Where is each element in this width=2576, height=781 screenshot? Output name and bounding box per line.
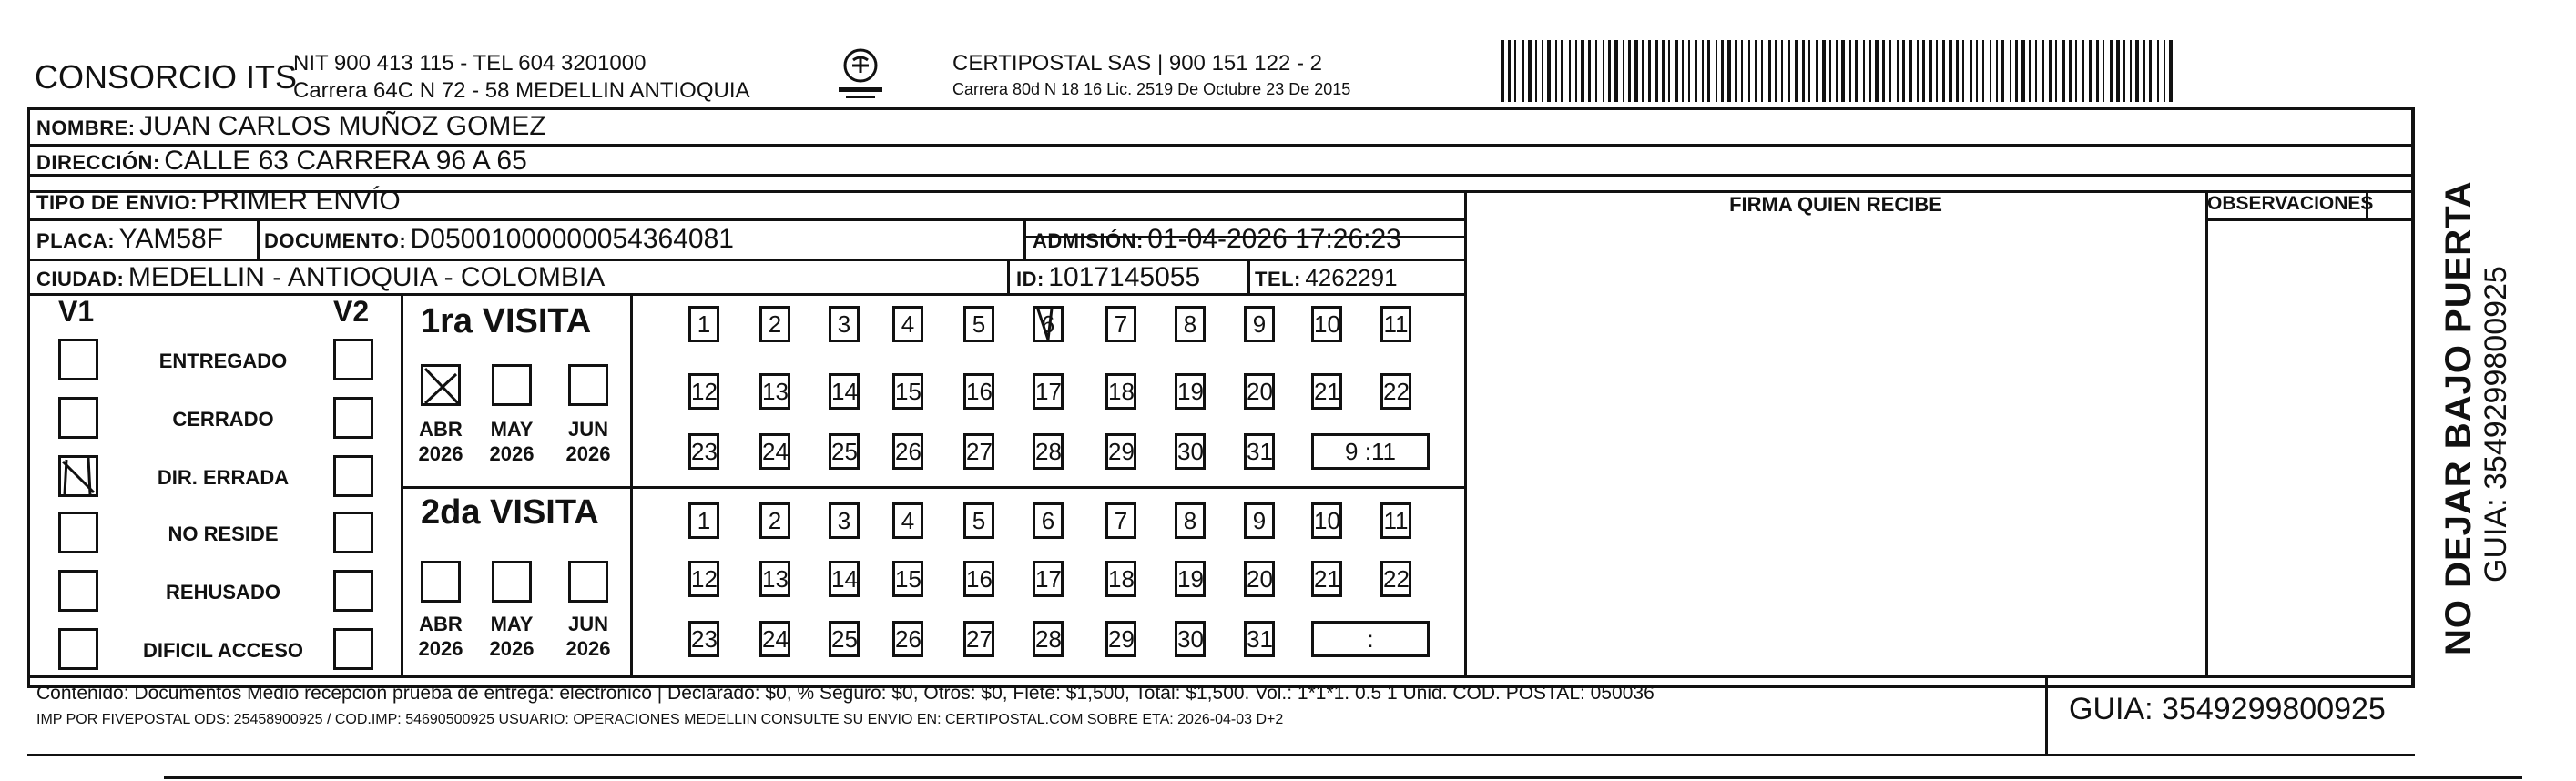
barcode-bar xyxy=(2021,40,2025,102)
barcode-bar xyxy=(1768,40,1771,102)
barcode-bar xyxy=(1741,40,1743,102)
day-box-22[interactable]: 22 xyxy=(1380,561,1411,597)
day-box-30[interactable]: 30 xyxy=(1175,433,1206,470)
day-box-16[interactable]: 16 xyxy=(963,373,994,410)
day-box-11[interactable]: 11 xyxy=(1380,502,1411,539)
company-address: Carrera 64C N 72 - 58 MEDELLIN ANTIOQUIA xyxy=(293,78,750,103)
tipo-row xyxy=(36,186,401,217)
barcode-bar xyxy=(1614,40,1618,102)
month-label: ABR xyxy=(419,613,463,635)
v2-label: V2 xyxy=(333,295,370,328)
admision-row xyxy=(1033,224,1401,255)
visit-time-box[interactable]: 9 :11 xyxy=(1311,433,1430,470)
barcode-bar xyxy=(1761,40,1763,102)
day-box-5[interactable]: 5 xyxy=(963,502,994,539)
year-label: 2026 xyxy=(489,442,535,465)
day-box-24[interactable]: 24 xyxy=(759,621,790,657)
barcode-bar xyxy=(1982,40,1984,102)
barcode-bar xyxy=(1575,40,1577,102)
barcode-bar xyxy=(1889,40,1891,102)
barcode-bar xyxy=(1522,40,1524,102)
day-box-25[interactable]: 25 xyxy=(829,433,860,470)
v1-checkbox[interactable] xyxy=(58,512,98,553)
day-box-17[interactable]: 17 xyxy=(1033,373,1064,410)
barcode-bar xyxy=(2062,40,2065,102)
barcode-bar xyxy=(1990,40,1991,102)
barcode-bar xyxy=(2130,40,2132,102)
day-box-21[interactable]: 21 xyxy=(1311,373,1342,410)
ciudad-label: CIUDAD: xyxy=(36,268,125,290)
barcode-bar xyxy=(1581,40,1584,102)
nombre-value: JUAN CARLOS MUÑOZ GOMEZ xyxy=(139,111,546,141)
barcode-bar xyxy=(1608,40,1611,102)
barcode-bar xyxy=(1716,40,1717,102)
second-visit-title: 2da VISITA xyxy=(421,493,599,532)
barcode-bar xyxy=(2143,40,2145,102)
day-box-1[interactable]: 1 xyxy=(688,502,719,539)
month-label: JUN xyxy=(567,418,608,441)
day-box-23[interactable]: 23 xyxy=(688,433,719,470)
month-year-label xyxy=(484,612,539,661)
barcode-bar xyxy=(2149,40,2152,102)
day-box-7[interactable]: 7 xyxy=(1105,502,1136,539)
barcode-bar xyxy=(1547,40,1551,102)
barcode-bar xyxy=(1662,40,1665,102)
year-label: 2026 xyxy=(418,442,463,465)
documento-row xyxy=(264,224,734,255)
day-box-16[interactable]: 16 xyxy=(963,561,994,597)
day-box-13[interactable]: 13 xyxy=(759,561,790,597)
barcode-bar xyxy=(1595,40,1597,102)
barcode-bar xyxy=(1849,40,1851,102)
tipo-value: PRIMER ENVÍO xyxy=(201,186,401,216)
day-box-29[interactable]: 29 xyxy=(1105,621,1136,657)
no-dejar-text: NO DEJAR BAJO PUERTA xyxy=(2439,180,2479,655)
status-label: ENTREGADO xyxy=(158,350,288,372)
barcode-bar xyxy=(1795,40,1798,102)
day-box-9[interactable]: 9 xyxy=(1244,502,1275,539)
v2-checkbox[interactable] xyxy=(333,570,373,612)
placa-row xyxy=(36,224,223,255)
company-name: CONSORCIO ITS xyxy=(35,58,298,96)
barcode-bar xyxy=(1822,40,1826,102)
barcode-bar xyxy=(1508,40,1511,102)
barcode-bar xyxy=(1956,40,1959,102)
visit-time-box[interactable]: : xyxy=(1311,621,1430,657)
barcode-bar xyxy=(2055,40,2057,102)
v1-checkbox[interactable] xyxy=(58,339,98,380)
barcode-bar xyxy=(1909,40,1912,102)
day-box-23[interactable]: 23 xyxy=(688,621,719,657)
barcode-bar xyxy=(1588,40,1591,102)
imp-text: IMP POR FIVEPOSTAL ODS: 25458900925 / COD.IMP: 54690500925 USUARIO: OPERACIONES MEDELLIN CONSULTE SU ENVIO EN: CERTIPOSTAL.COM SOBRE ETA: 2026-04-03 D+2 xyxy=(36,712,1284,727)
placa-value: YAM58F xyxy=(118,224,224,254)
company-nit: NIT 900 413 115 - TEL 604 3201000 xyxy=(293,51,647,76)
courier-license: Carrera 80d N 18 16 Lic. 2519 De Octubre 23 De 2015 xyxy=(952,80,1351,98)
month-label: JUN xyxy=(567,613,608,635)
day-box-14[interactable]: 14 xyxy=(829,561,860,597)
barcode-bar xyxy=(1841,40,1845,102)
barcode-bar xyxy=(1863,40,1865,102)
first-visit-title: 1ra VISITA xyxy=(421,302,592,340)
day-box-26[interactable]: 26 xyxy=(892,621,923,657)
v1-checkbox[interactable] xyxy=(58,628,98,670)
courier-name: CERTIPOSTAL SAS | 900 151 122 - 2 xyxy=(952,51,1322,76)
day-box-7[interactable]: 7 xyxy=(1105,306,1136,342)
admision-value: 01-04-2026 17:26:23 xyxy=(1147,224,1401,254)
barcode-bar xyxy=(1528,40,1532,102)
month-label: ABR xyxy=(419,418,463,441)
status-label: REHUSADO xyxy=(166,581,280,604)
id-row xyxy=(1016,262,1200,293)
barcode-bar xyxy=(1695,40,1697,102)
day-box-29[interactable]: 29 xyxy=(1105,433,1136,470)
placa-label: PLACA: xyxy=(36,229,116,252)
month-label: MAY xyxy=(490,613,534,635)
month-year-label xyxy=(561,612,616,661)
barcode-bar xyxy=(1902,40,1905,102)
tel-value: 4262291 xyxy=(1305,264,1398,291)
barcode-bar xyxy=(2015,40,2018,102)
day-box-18[interactable]: 18 xyxy=(1105,373,1136,410)
year-label: 2026 xyxy=(418,637,463,660)
day-box-10[interactable]: 10 xyxy=(1311,306,1342,342)
barcode-bar xyxy=(1781,40,1783,102)
month-year-label xyxy=(484,417,539,466)
month-checkbox-abr[interactable] xyxy=(421,561,461,603)
barcode-bar xyxy=(1836,40,1838,102)
direccion-value: CALLE 63 CARRERA 96 A 65 xyxy=(164,146,527,176)
barcode-bar xyxy=(1603,40,1604,102)
barcode-bar xyxy=(1688,40,1690,102)
ciudad-value: MEDELLIN - ANTIOQUIA - COLOMBIA xyxy=(127,262,606,292)
barcode-bar xyxy=(1628,40,1631,102)
barcode-bar xyxy=(2069,40,2072,102)
barcode-bar xyxy=(1727,40,1731,102)
month-checkbox-may[interactable] xyxy=(492,561,532,603)
year-label: 2026 xyxy=(489,637,535,660)
v1-checkbox[interactable] xyxy=(58,570,98,612)
v1-checkbox[interactable] xyxy=(58,455,98,497)
day-box-12[interactable]: 12 xyxy=(688,373,719,410)
year-label: 2026 xyxy=(565,637,611,660)
day-box-15[interactable]: 15 xyxy=(892,373,923,410)
v1-checkbox[interactable] xyxy=(58,397,98,439)
status-label: CERRADO xyxy=(172,408,274,431)
admision-label: ADMISIÓN: xyxy=(1033,229,1144,252)
barcode-bar xyxy=(1922,40,1925,102)
barcode-bar xyxy=(2164,40,2165,102)
day-box-31[interactable]: 31 xyxy=(1244,621,1275,657)
id-value: 1017145055 xyxy=(1048,262,1201,292)
barcode-bar xyxy=(2135,40,2139,102)
barcode-bar xyxy=(1555,40,1557,102)
day-box-6[interactable]: 6 xyxy=(1033,306,1064,342)
day-box-20[interactable]: 20 xyxy=(1244,373,1275,410)
barcode-bar xyxy=(2123,40,2125,102)
barcode-bar xyxy=(1514,40,1516,102)
direccion-label: DIRECCIÓN: xyxy=(36,151,160,174)
barcode-bar xyxy=(2103,40,2104,102)
documento-value: D05001000000054364081 xyxy=(410,224,734,254)
barcode-bar xyxy=(1996,40,1998,102)
barcode-bar xyxy=(1869,40,1871,102)
month-checkbox-may[interactable] xyxy=(492,364,532,406)
barcode-bar xyxy=(1942,40,1945,102)
barcode-bar xyxy=(1808,40,1810,102)
barcode-bar xyxy=(2082,40,2084,102)
barcode-bar xyxy=(1855,40,1858,102)
day-box-4[interactable]: 4 xyxy=(892,306,923,342)
day-box-5[interactable]: 5 xyxy=(963,306,994,342)
day-box-19[interactable]: 19 xyxy=(1175,373,1206,410)
barcode-bar xyxy=(1668,40,1670,102)
barcode-bar xyxy=(1561,40,1563,102)
barcode-bar xyxy=(1962,40,1964,102)
day-box-31[interactable]: 31 xyxy=(1244,433,1275,470)
day-box-17[interactable]: 17 xyxy=(1033,561,1064,597)
barcode-bar xyxy=(1949,40,1952,102)
barcode-bar xyxy=(1775,40,1777,102)
barcode-bar xyxy=(2157,40,2159,102)
barcode-bar xyxy=(2169,40,2173,102)
month-year-label xyxy=(561,417,616,466)
barcode-bar xyxy=(1675,40,1678,102)
day-box-26[interactable]: 26 xyxy=(892,433,923,470)
day-box-8[interactable]: 8 xyxy=(1175,502,1206,539)
barcode-bar xyxy=(1788,40,1790,102)
barcode-bar xyxy=(1707,40,1710,102)
barcode-bar xyxy=(1936,40,1938,102)
barcode-bar xyxy=(1875,40,1879,102)
barcode-bar xyxy=(2010,40,2011,102)
month-checkbox-jun[interactable] xyxy=(568,561,608,603)
status-label: DIR. ERRADA xyxy=(157,466,290,489)
tipo-label: TIPO DE ENVIO: xyxy=(36,191,198,214)
barcode-bar xyxy=(1702,40,1704,102)
barcode-bar xyxy=(1735,40,1737,102)
barcode-bar xyxy=(2001,40,2004,102)
day-box-12[interactable]: 12 xyxy=(688,561,719,597)
barcode-bar xyxy=(1970,40,1972,102)
observaciones-header: OBSERVACIONES xyxy=(2207,193,2374,214)
guia-side-text: GUIA: 3549299800925 xyxy=(2479,266,2513,583)
day-box-27[interactable]: 27 xyxy=(963,621,994,657)
month-checkbox-jun[interactable] xyxy=(568,364,608,406)
certipostal-logo xyxy=(833,46,888,102)
day-box-28[interactable]: 28 xyxy=(1033,621,1064,657)
guia-footer: GUIA: 3549299800925 xyxy=(2069,692,2386,726)
barcode-bar xyxy=(2075,40,2077,102)
barcode-bar xyxy=(1634,40,1638,102)
day-box-6[interactable]: 6 xyxy=(1033,502,1064,539)
barcode-bar xyxy=(1542,40,1543,102)
day-box-15[interactable]: 15 xyxy=(892,561,923,597)
barcode-bar xyxy=(1802,40,1805,102)
month-label: MAY xyxy=(490,418,534,441)
day-box-9[interactable]: 9 xyxy=(1244,306,1275,342)
documento-label: DOCUMENTO: xyxy=(264,229,407,252)
day-box-13[interactable]: 13 xyxy=(759,373,790,410)
v2-checkbox[interactable] xyxy=(333,397,373,439)
day-box-4[interactable]: 4 xyxy=(892,502,923,539)
day-box-8[interactable]: 8 xyxy=(1175,306,1206,342)
tel-row xyxy=(1255,264,1398,292)
barcode-bar xyxy=(2110,40,2113,102)
day-box-2[interactable]: 2 xyxy=(759,502,790,539)
barcode-bar xyxy=(1929,40,1932,102)
v2-checkbox[interactable] xyxy=(333,455,373,497)
barcode-bar xyxy=(1535,40,1537,102)
day-box-18[interactable]: 18 xyxy=(1105,561,1136,597)
day-box-28[interactable]: 28 xyxy=(1033,433,1064,470)
day-box-10[interactable]: 10 xyxy=(1311,502,1342,539)
firma-header: FIRMA QUIEN RECIBE xyxy=(1729,193,1942,216)
barcode-bar xyxy=(1648,40,1651,102)
barcode-bar xyxy=(1976,40,1978,102)
barcode-bar xyxy=(1816,40,1818,102)
day-box-2[interactable]: 2 xyxy=(759,306,790,342)
barcode-bar xyxy=(1882,40,1885,102)
tel-label: TEL: xyxy=(1255,268,1301,290)
barcode xyxy=(1501,40,2185,102)
barcode-bar xyxy=(2089,40,2092,102)
day-box-14[interactable]: 14 xyxy=(829,373,860,410)
day-box-27[interactable]: 27 xyxy=(963,433,994,470)
day-box-30[interactable]: 30 xyxy=(1175,621,1206,657)
barcode-bar xyxy=(1682,40,1684,102)
barcode-bar xyxy=(1623,40,1624,102)
nombre-row xyxy=(36,111,546,142)
day-box-21[interactable]: 21 xyxy=(1311,561,1342,597)
barcode-bar xyxy=(2042,40,2044,102)
contenido-text: Contenido: Documentos Medio recepción prueba de entrega: electrónico | Declarado: $0, % Seguro: $0, Otros: $0, Flete: $1,500, Total: $1,500. Vol.: 1*1*1. 0.5 1 Unid. COD. POSTAL: 050036 xyxy=(36,683,1655,704)
barcode-bar xyxy=(1748,40,1750,102)
barcode-bar xyxy=(1755,40,1757,102)
day-box-11[interactable]: 11 xyxy=(1380,306,1411,342)
barcode-bar xyxy=(2096,40,2099,102)
v2-checkbox[interactable] xyxy=(333,512,373,553)
day-box-22[interactable]: 22 xyxy=(1380,373,1411,410)
id-label: ID: xyxy=(1016,268,1044,290)
nombre-label: NOMBRE: xyxy=(36,117,136,139)
barcode-bar xyxy=(2049,40,2052,102)
barcode-bar xyxy=(1721,40,1724,102)
month-year-label xyxy=(413,612,468,661)
day-box-24[interactable]: 24 xyxy=(759,433,790,470)
day-box-19[interactable]: 19 xyxy=(1175,561,1206,597)
barcode-bar xyxy=(1655,40,1658,102)
status-label: DIFICIL ACCESO xyxy=(142,639,303,662)
barcode-bar xyxy=(2116,40,2120,102)
direccion-row xyxy=(36,146,527,177)
barcode-bar xyxy=(2035,40,2037,102)
v2-checkbox[interactable] xyxy=(333,628,373,670)
barcode-bar xyxy=(1897,40,1899,102)
v2-checkbox[interactable] xyxy=(333,339,373,380)
barcode-bar xyxy=(2029,40,2031,102)
day-box-1[interactable]: 1 xyxy=(688,306,719,342)
day-box-3[interactable]: 3 xyxy=(829,502,860,539)
barcode-bar xyxy=(1501,40,1504,102)
v1-label: V1 xyxy=(58,295,95,328)
month-year-label xyxy=(413,417,468,466)
barcode-bar xyxy=(1569,40,1571,102)
day-box-25[interactable]: 25 xyxy=(829,621,860,657)
barcode-bar xyxy=(1642,40,1644,102)
ciudad-row xyxy=(36,262,605,293)
barcode-bar xyxy=(1829,40,1831,102)
day-box-3[interactable]: 3 xyxy=(829,306,860,342)
status-label: NO RESIDE xyxy=(168,522,279,545)
year-label: 2026 xyxy=(565,442,611,465)
month-checkbox-abr[interactable] xyxy=(421,364,461,406)
barcode-bar xyxy=(1917,40,1919,102)
day-box-20[interactable]: 20 xyxy=(1244,561,1275,597)
